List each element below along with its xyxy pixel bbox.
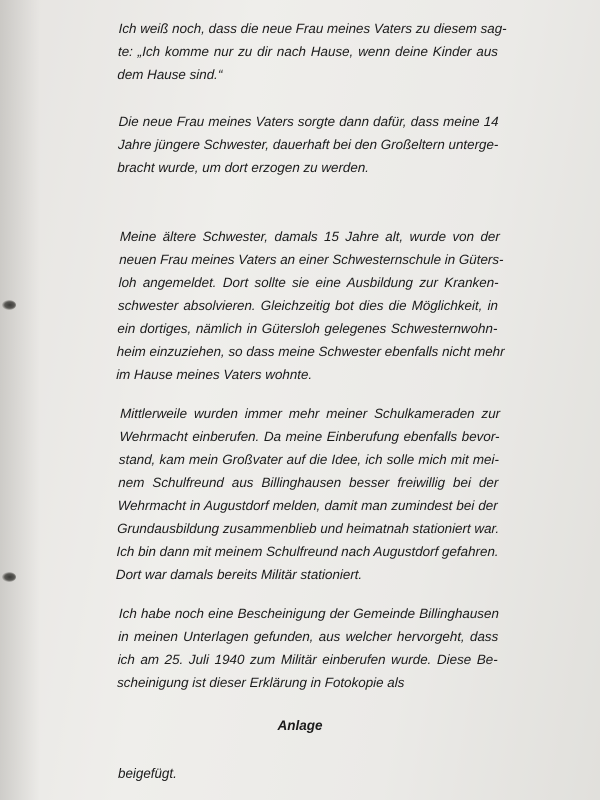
page-edge-shadow xyxy=(0,0,40,800)
text-line: Mittlerweile wurden immer mehr meiner Schulkameraden zur xyxy=(119,406,501,421)
text-line: Ich weiß noch, dass die neue Frau meines Vaters zu diesem sag- xyxy=(118,21,507,36)
closing-text: beigefügt. xyxy=(118,766,177,781)
text-line: ein dortiges, nämlich in Gütersloh gelegenes Schwesternwohn- xyxy=(117,321,498,336)
text-line: heim einzuziehen, so dass meine Schwester ebenfalls nicht mehr xyxy=(116,344,505,359)
punch-hole-icon xyxy=(2,300,16,310)
text-line: Die neue Frau meines Vaters sorgte dann dafür, dass meine 14 xyxy=(118,114,499,129)
text-line: Ich bin dann mit meinem Schulfreund nach Augustdorf gefahren. xyxy=(116,544,499,559)
text-line: Wehrmacht in Augustdorf melden, damit man zumindest bei der xyxy=(117,498,498,513)
text-line: Meine ältere Schwester, damals 15 Jahre alt, wurde von der xyxy=(119,229,501,244)
text-line: Dort war damals bereits Militär stationiert. xyxy=(115,567,363,582)
text-line: neuen Frau meines Vaters an einer Schwesternschule in Güters- xyxy=(119,252,504,267)
text-line: Jahre jüngere Schwester, dauerhaft bei den Großeltern unterge- xyxy=(117,137,499,152)
paragraph-older-sister xyxy=(115,225,505,386)
text-line: in meinen Unterlagen gefunden, aus welcher hervorgeht, dass xyxy=(118,629,499,644)
text-line: dem Hause sind.“ xyxy=(117,67,223,82)
text-line: ich am 25. Juli 1940 zum Militär einberufen wurde. Diese Be- xyxy=(117,652,498,667)
text-line: Wehrmacht einberufen. Da meine Einberufung ebenfalls bevor- xyxy=(119,429,500,444)
text-line: im Hause meines Vaters wohnte. xyxy=(115,367,313,382)
paragraph-certificate xyxy=(117,602,499,694)
text-line: Ich habe noch eine Bescheinigung der Gemeinde Billinghausen xyxy=(118,606,500,621)
text-line: te: „Ich komme nur zu dir nach Hause, wenn deine Kinder aus xyxy=(117,44,499,59)
text-line: nem Schulfreund aus Billinghausen besser freiwillig bei der xyxy=(118,475,499,490)
text-line: bracht wurde, um dort erzogen zu werden. xyxy=(117,160,370,175)
text-line: scheinigung ist dieser Erklärung in Fotokopie als xyxy=(116,675,405,690)
paragraph-wehrmacht xyxy=(116,402,501,586)
text-line: stand, kam mein Großvater auf die Idee, ich solle mich mit mei- xyxy=(118,452,500,467)
text-line: Grundausbildung zusammenblieb und heimatnah stationiert war. xyxy=(116,521,500,536)
paragraph-stepmother-quote xyxy=(117,17,507,86)
text-line: schwester absolvieren. Gleichzeitig bot dies die Möglichkeit, in xyxy=(117,298,499,313)
punch-hole-icon xyxy=(2,572,16,582)
text-line: loh angemeldet. Dort sollte sie eine Ausbildung zur Kranken- xyxy=(118,275,499,290)
paragraph-younger-sister xyxy=(117,110,499,179)
anlage-heading: Anlage xyxy=(277,718,323,733)
